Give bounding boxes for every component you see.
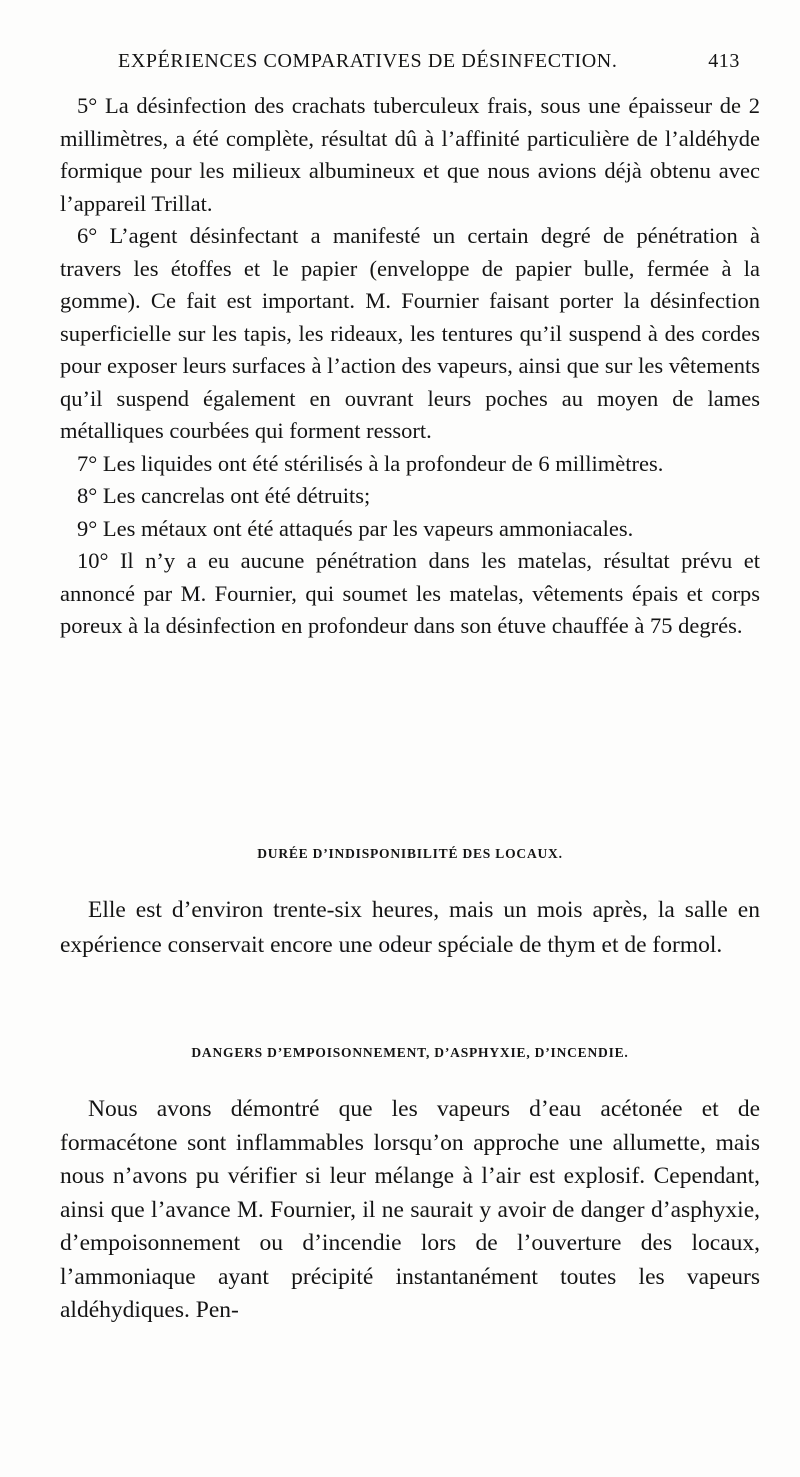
finding-10: 10° Il n’y a eu aucune pénétration dans les matelas, résultat prévu et annoncé par M. Fournier, qui soumet les matelas, vêtements épais et corps poreux à la désinfection en profondeur dans son étuve chauffée à 75 degrés.: [60, 548, 760, 638]
finding-5: 5° La désinfection des crachats tuberculeux frais, sous une épaisseur de 2 millimètres, a été complète, résultat dû à l’affinité particulière de l’aldéhyde formique pour les milieux albumineux et que nous avions déjà obtenu avec l’appareil Trillat.: [60, 93, 760, 216]
dangers-paragraph: Nous avons démontré que les vapeurs d’eau acétonée et de formacétone sont inflammables lorsqu’on approche une allumette, mais nous n’avons pu vérifier si leur mélange à l’air est explosif. Cependant, ainsi que l’avance M. Fournier, il ne saurait y avoir de danger d’asphyxie, d’empoisonnement ou d’incendie lors de l’ouverture des locaux, l’ammoniaque ayant précipité instantanément toutes les vapeurs aldéhydiques. Pen-: [60, 1096, 760, 1323]
finding-6: 6° L’agent désinfectant a manifesté un certain degré de pénétration à travers les étoffes et le papier (enveloppe de papier bulle, fermée à la gomme). Ce fait est important. M. Fournier faisant porter la désinfection superficielle sur les tapis, les rideaux, les tentures qu’il suspend à des cordes pour exposer leurs surfaces à l’action des vapeurs, ainsi que sur les vêtements qu’il suspend également en ouvrant leurs poches au moyen de lames métalliques courbées qui forment ressort.: [60, 223, 760, 443]
running-head: [100, 50, 740, 80]
section-heading-duration: DURÉE D’INDISPONIBILITÉ DES LOCAUX.: [257, 846, 563, 861]
section-dangers-body: [60, 1093, 760, 1328]
section-duration-body: [60, 893, 760, 962]
finding-8: 8° Les cancrelas ont été détruits;: [77, 483, 371, 508]
finding-9: 9° Les métaux ont été attaqués par les vapeurs ammoniacales.: [77, 515, 634, 541]
duration-paragraph: Elle est d’environ trente-six heures, mais un mois après, la salle en expérience conservait encore une odeur spéciale de thym et de formol.: [60, 897, 760, 958]
section-heading-dangers: DANGERS D’EMPOISONNEMENT, D’ASPHYXIE, D’INCENDIE.: [191, 1045, 629, 1060]
finding-7: 7° Les liquides ont été stérilisés à la profondeur de 6 millimètres.: [77, 450, 664, 476]
running-title: EXPÉRIENCES COMPARATIVES DE DÉSINFECTION.: [118, 50, 618, 72]
page-number: 413: [708, 50, 740, 72]
numbered-findings: [60, 90, 760, 643]
